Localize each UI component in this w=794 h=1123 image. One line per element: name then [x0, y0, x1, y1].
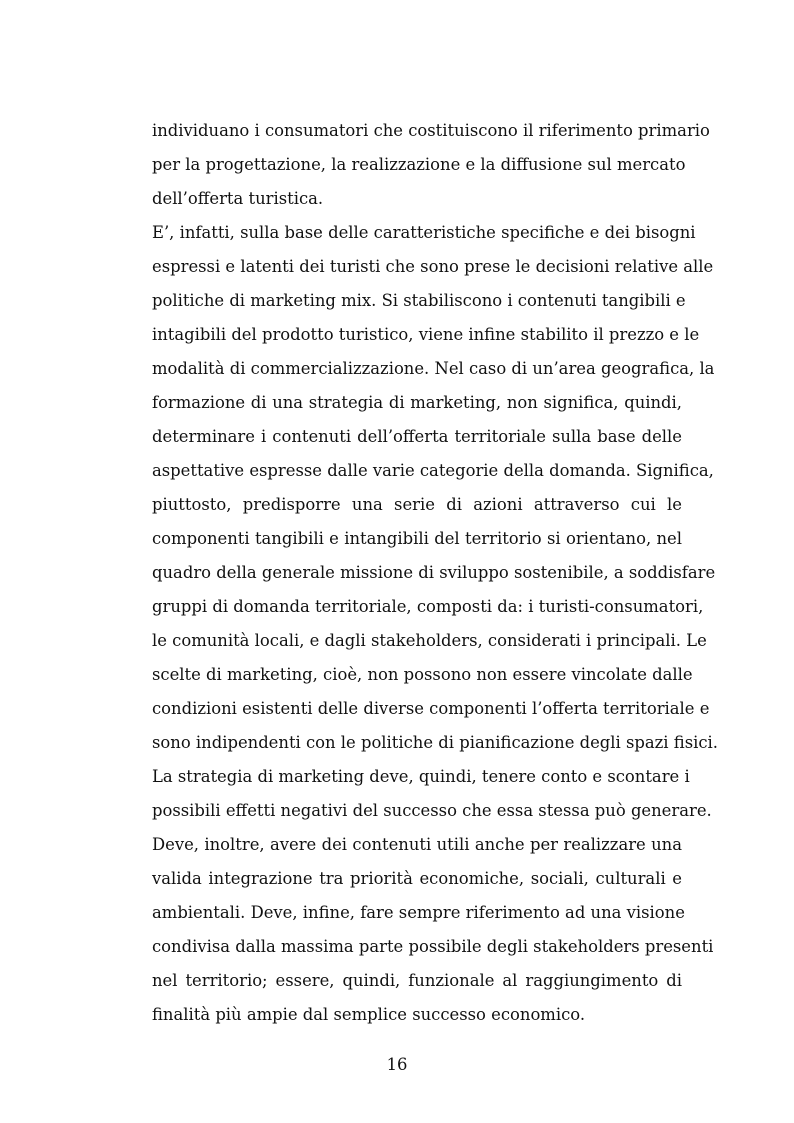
text-line: condizioni esistenti delle diverse componenti l’offerta territoriale e — [152, 699, 710, 718]
text-line: intagibili del prodotto turistico, viene infine stabilito il prezzo e le — [152, 325, 700, 344]
text-line: determinare i contenuti dell’offerta territoriale sulla base delle — [152, 427, 682, 446]
text-line: gruppi di domanda territoriale, composti da: i turisti-consumatori, — [152, 597, 704, 616]
text-line: le comunità locali, e dagli stakeholders, considerati i principali. Le — [152, 631, 707, 650]
text-line: modalità di commercializzazione. Nel caso di un’area geografica, la — [152, 359, 715, 378]
text-line: formazione di una strategia di marketing, non significa, quindi, — [152, 393, 682, 412]
text-line: possibili effetti negativi del successo che essa stessa può generare. — [152, 801, 712, 820]
text-line: espressi e latenti dei turisti che sono prese le decisioni relative alle — [152, 257, 714, 276]
text-line: scelte di marketing, cioè, non possono non essere vincolate dalle — [152, 665, 693, 684]
text-line: per la progettazione, la realizzazione e la diffusione sul mercato — [152, 155, 686, 174]
body-text — [152, 114, 718, 1032]
text-line: E’, infatti, sulla base delle caratteristiche specifiche e dei bisogni — [152, 223, 696, 242]
page-number: 16 — [386, 1055, 408, 1074]
text-line: piuttosto, predisporre una serie di azioni attraverso cui le — [152, 495, 682, 514]
text-line: aspettative espresse dalle varie categorie della domanda. Significa, — [152, 461, 714, 480]
text-line: condivisa dalla massima parte possibile degli stakeholders presenti — [152, 937, 714, 956]
text-line: sono indipendenti con le politiche di pianificazione degli spazi fisici. — [152, 733, 718, 752]
text-line: La strategia di marketing deve, quindi, tenere conto e scontare i — [152, 767, 690, 786]
text-line: individuano i consumatori che costituiscono il riferimento primario — [152, 121, 710, 140]
text-line: valida integrazione tra priorità economiche, sociali, culturali e — [152, 869, 682, 888]
text-line: finalità più ampie dal semplice successo economico. — [152, 1005, 586, 1024]
text-line: politiche di marketing mix. Si stabiliscono i contenuti tangibili e — [152, 291, 686, 310]
text-line: Deve, inoltre, avere dei contenuti utili anche per realizzare una — [152, 835, 682, 854]
text-line: ambientali. Deve, infine, fare sempre riferimento ad una visione — [152, 903, 685, 922]
text-line: nel territorio; essere, quindi, funzionale al raggiungimento di — [152, 971, 682, 990]
text-line: componenti tangibili e intangibili del territorio si orientano, nel — [152, 529, 682, 548]
text-line: quadro della generale missione di sviluppo sostenibile, a soddisfare — [152, 563, 716, 582]
text-line: dell’offerta turistica. — [152, 189, 324, 208]
